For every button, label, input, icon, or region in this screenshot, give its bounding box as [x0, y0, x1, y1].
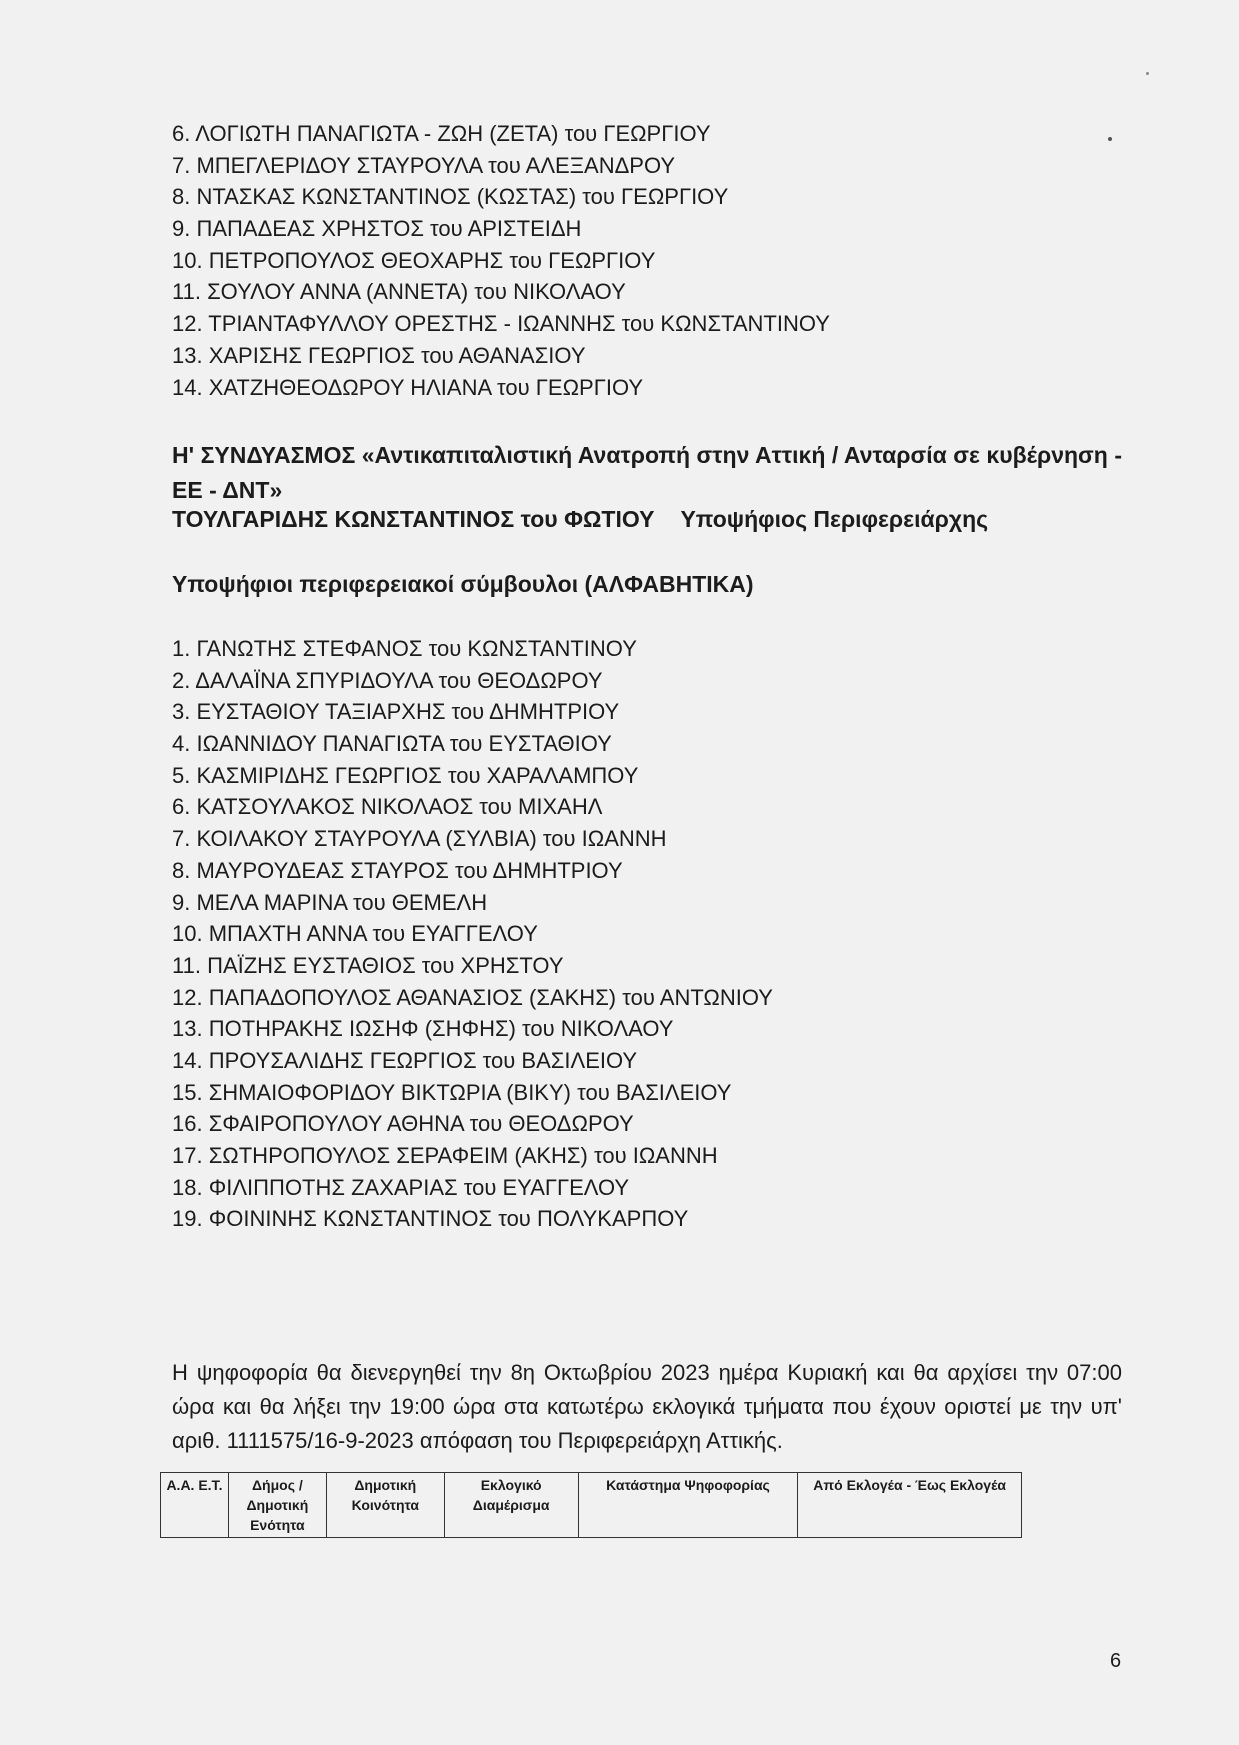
table-header-cell: Εκλογικό Διαμέρισμα — [444, 1473, 578, 1538]
list-item: 7. ΜΠΕΓΛΕΡΙΔΟΥ ΣΤΑΥΡΟΥΛΑ του ΑΛΕΞΑΝΔΡΟΥ — [172, 152, 676, 178]
table-header-cell: Κατάστημα Ψηφοφορίας — [578, 1473, 798, 1538]
list-item: 2. ΔΑΛΑΪΝΑ ΣΠΥΡΙΔΟΥΛΑ του ΘΕΟΔΩΡΟΥ — [172, 667, 603, 693]
table-header-cell: Α.Α. Ε.Τ. — [161, 1473, 229, 1538]
list-item: 6. ΚΑΤΣΟΥΛΑΚΟΣ ΝΙΚΟΛΑΟΣ του ΜΙΧΑΗΛ — [172, 794, 603, 820]
list-item: 3. ΕΥΣΤΑΘΙΟΥ ΤΑΞΙΑΡΧΗΣ του ΔΗΜΗΤΡΙΟΥ — [172, 699, 620, 725]
list-item: 9. ΜΕΛΑ ΜΑΡΙΝΑ του ΘΕΜΕΛΗ — [172, 889, 488, 915]
candidate-list-continued — [172, 118, 830, 403]
scan-speck — [1146, 72, 1149, 75]
table-header-cell: Δήμος / Δημοτική Ενότητα — [228, 1473, 326, 1538]
list-item: 14. ΠΡΟΥΣΑΛΙΔΗΣ ΓΕΩΡΓΙΟΣ του ΒΑΣΙΛΕΙΟΥ — [172, 1047, 638, 1073]
list-item: 11. ΠΑΪΖΗΣ ΕΥΣΤΑΘΙΟΣ του ΧΡΗΣΤΟΥ — [172, 952, 564, 978]
head-candidate-line — [172, 506, 1122, 533]
list-item: 14. ΧΑΤΖΗΘΕΟΔΩΡΟΥ ΗΛΙΑΝΑ του ΓΕΩΡΓΙΟΥ — [172, 374, 644, 400]
list-item: 5. ΚΑΣΜΙΡΙΔΗΣ ΓΕΩΡΓΙΟΣ του ΧΑΡΑΛΑΜΠΟΥ — [172, 762, 639, 788]
list-item: 12. ΤΡΙΑΝΤΑΦΥΛΛΟΥ ΟΡΕΣΤΗΣ - ΙΩΑΝΝΗΣ του ΚΩΝΣΤΑΝΤΙΝΟΥ — [172, 311, 830, 337]
combination-heading: Η' ΣΥΝΔΥΑΣΜΟΣ «Αντικαπιταλιστική Ανατροπή στην Αττική / Ανταρσία σε κυβέρνηση - ΕΕ - ΔΝΤ» — [172, 442, 1122, 503]
polling-stations-table — [160, 1472, 1022, 1538]
list-item: 6. ΛΟΓΙΩΤΗ ΠΑΝΑΓΙΩΤΑ - ΖΩΗ (ΖΕΤΑ) του ΓΕΩΡΓΙΟΥ — [172, 121, 711, 146]
table-header-cell: Από Εκλογέα - Έως Εκλογέα — [798, 1473, 1022, 1538]
list-item: 15. ΣΗΜΑΙΟΦΟΡΙΔΟΥ ΒΙΚΤΩΡΙΑ (ΒΙΚΥ) του ΒΑΣΙΛΕΙΟΥ — [172, 1079, 732, 1105]
list-item: 11. ΣΟΥΛΟΥ ΑΝΝΑ (ΑΝΝΕΤΑ) του ΝΙΚΟΛΑΟΥ — [172, 279, 626, 305]
list-item: 8. ΝΤΑΣΚΑΣ ΚΩΝΣΤΑΝΤΙΝΟΣ (ΚΩΣΤΑΣ) του ΓΕΩΡΓΙΟΥ — [172, 184, 729, 210]
list-item: 4. ΙΩΑΝΝΙΔΟΥ ΠΑΝΑΓΙΩΤΑ του ΕΥΣΤΑΘΙΟΥ — [172, 731, 612, 757]
list-item: 1. ΓΑΝΩΤΗΣ ΣΤΕΦΑΝΟΣ του ΚΩΝΣΤΑΝΤΙΝΟΥ — [172, 636, 637, 661]
table-header-cell: Δημοτική Κοινότητα — [326, 1473, 444, 1538]
list-item: 19. ΦΟΙΝΙΝΗΣ ΚΩΝΣΤΑΝΤΙΝΟΣ του ΠΟΛΥΚΑΡΠΟΥ — [172, 1206, 689, 1232]
list-item: 8. ΜΑΥΡΟΥΔΕΑΣ ΣΤΑΥΡΟΣ του ΔΗΜΗΤΡΙΟΥ — [172, 857, 623, 883]
page-number: 6 — [1110, 1650, 1122, 1672]
list-item: 13. ΠΟΤΗΡΑΚΗΣ ΙΩΣΗΦ (ΣΗΦΗΣ) του ΝΙΚΟΛΑΟΥ — [172, 1016, 674, 1042]
list-item: 10. ΜΠΑΧΤΗ ΑΝΝΑ του ΕΥΑΓΓΕΛΟΥ — [172, 921, 538, 947]
list-item: 13. ΧΑΡΙΣΗΣ ΓΕΩΡΓΙΟΣ του ΑΘΑΝΑΣΙΟΥ — [172, 342, 586, 368]
voting-paragraph: Η ψηφοφορία θα διενεργηθεί την 8η Οκτωβρίου 2023 ημέρα Κυριακή και θα αρχίσει την 07:00 ώρα και θα λήξει την 19:00 ώρα στα κατωτέρω εκλογικά τμήματα που έχουν οριστεί με την υπ' αριθ. 1111575/16-9-2023 απόφαση του Περιφερειάρχη Αττικής. — [172, 1360, 1122, 1453]
scan-speck — [1108, 137, 1112, 141]
list-item: 18. ΦΙΛΙΠΠΟΤΗΣ ΖΑΧΑΡΙΑΣ του ΕΥΑΓΓΕΛΟΥ — [172, 1174, 630, 1200]
head-candidate-name: ΤΟΥΛΓΑΡΙΔΗΣ ΚΩΝΣΤΑΝΤΙΝΟΣ του ΦΩΤΙΟΥ — [172, 506, 655, 532]
list-item: 10. ΠΕΤΡΟΠΟΥΛΟΣ ΘΕΟΧΑΡΗΣ του ΓΕΩΡΓΙΟΥ — [172, 247, 656, 273]
list-item: 7. ΚΟΙΛΑΚΟΥ ΣΤΑΥΡΟΥΛΑ (ΣΥΛΒΙΑ) του ΙΩΑΝΝΗ — [172, 826, 667, 852]
list-item: 17. ΣΩΤΗΡΟΠΟΥΛΟΣ ΣΕΡΑΦΕΙΜ (ΑΚΗΣ) του ΙΩΑΝΝΗ — [172, 1143, 718, 1168]
list-item: 16. ΣΦΑΙΡΟΠΟΥΛΟΥ ΑΘΗΝΑ του ΘΕΟΔΩΡΟΥ — [172, 1111, 634, 1137]
list-item: 12. ΠΑΠΑΔΟΠΟΥΛΟΣ ΑΘΑΝΑΣΙΟΣ (ΣΑΚΗΣ) του ΑΝΤΩΝΙΟΥ — [172, 984, 773, 1010]
table-header-row — [161, 1473, 1022, 1538]
list-item: 9. ΠΑΠΑΔΕΑΣ ΧΡΗΣΤΟΣ του ΑΡΙΣΤΕΙΔΗ — [172, 216, 582, 242]
head-candidate-role: Υποψήφιος Περιφερειάρχης — [680, 506, 989, 532]
candidates-heading: Υποψήφιοι περιφερειακοί σύμβουλοι (ΑΛΦΑΒΗΤΙΚΑ) — [172, 571, 754, 597]
candidate-list — [172, 633, 773, 1235]
